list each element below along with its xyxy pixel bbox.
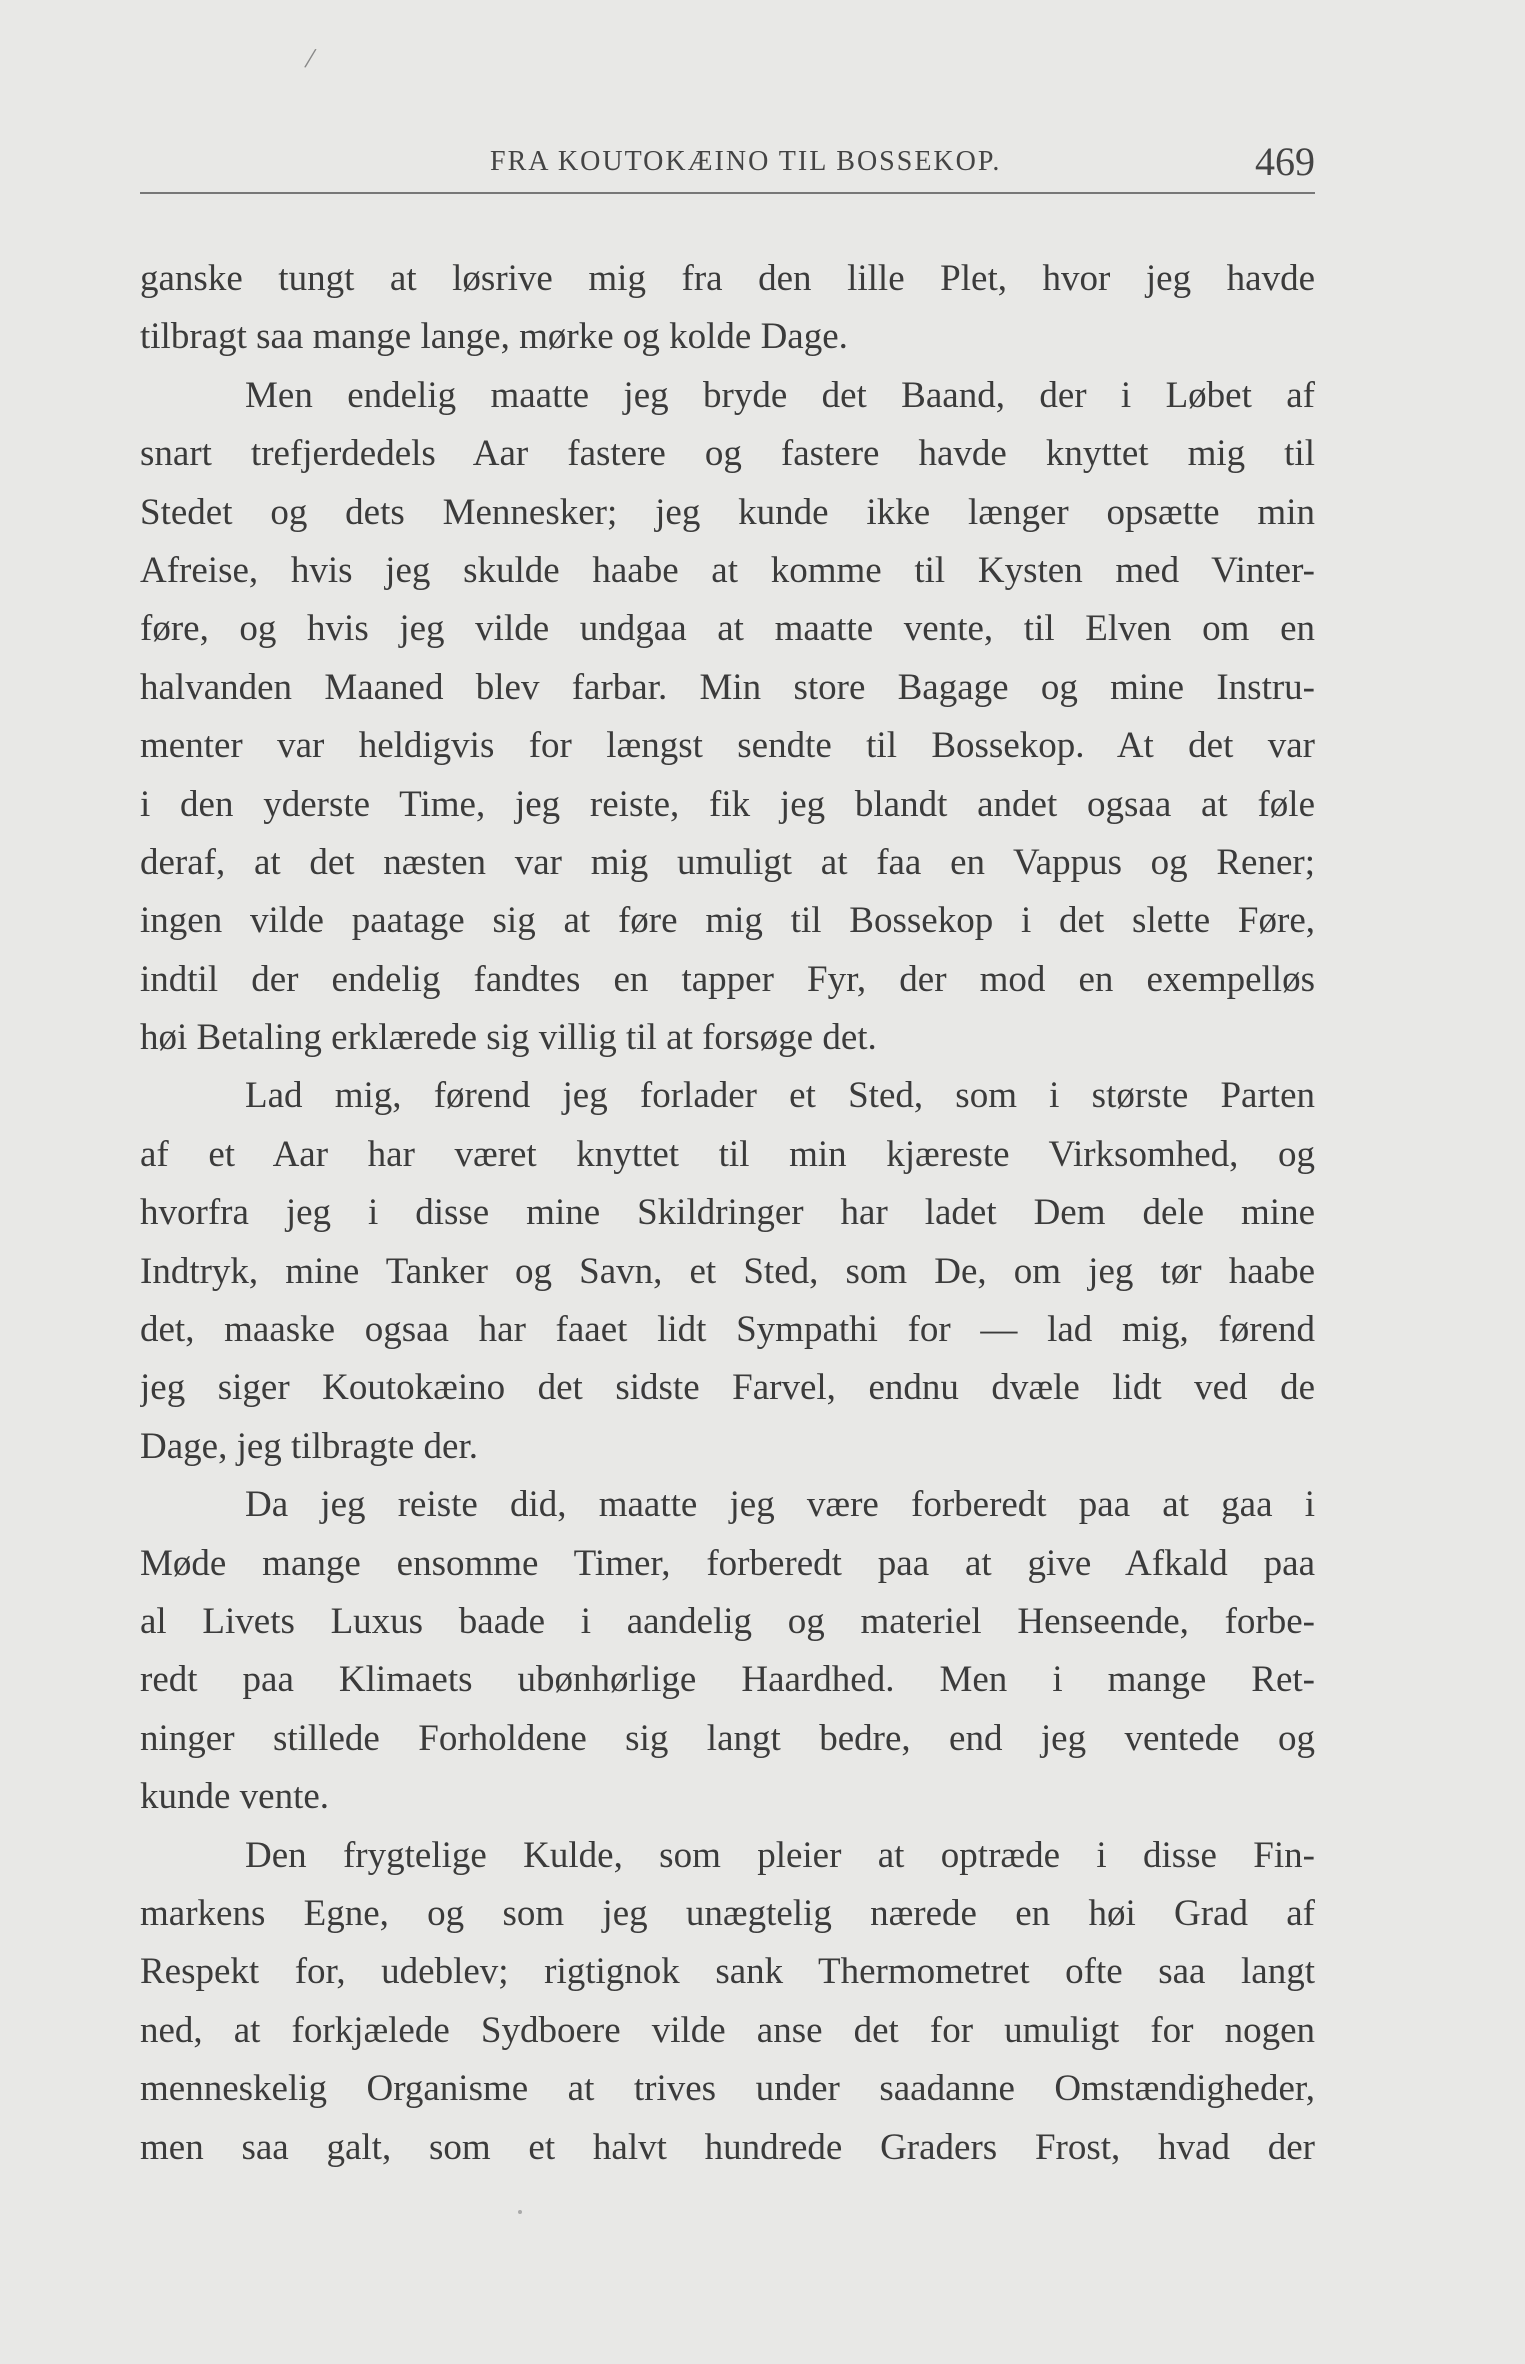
text-line: redt paa Klimaets ubønhørlige Haardhed. Men i mange Ret- [140, 1659, 1315, 1701]
page-number: 469 [1255, 139, 1315, 184]
text-line: ganske tungt at løsrive mig fra den lille Plet, hvor jeg havde [140, 258, 1315, 299]
text-line: indtil der endelig fandtes en tapper Fyr, der mod en exempelløs [140, 958, 1315, 1000]
text-line: ned, at forkjælede Sydboere vilde anse det for umuligt for nogen [140, 2009, 1315, 2051]
text-line: menter var heldigvis for længst sendte til Bossekop. At det var [140, 725, 1315, 767]
text-line: hvorfra jeg i disse mine Skildringer har ladet Dem dele mine [140, 1192, 1315, 1234]
text-line: deraf, at det næsten var mig umuligt at faa en Vappus og Rener; [140, 841, 1315, 883]
text-line: halvanden Maaned blev farbar. Min store Bagage og mine Instru- [140, 666, 1315, 708]
text-line: Indtryk, mine Tanker og Savn, et Sted, som De, om jeg tør haabe [140, 1250, 1315, 1292]
pencil-mark: / [302, 41, 318, 76]
body-text [140, 250, 1315, 2177]
text-line: Dage, jeg tilbragte der. [140, 1425, 479, 1467]
text-line: høi Betaling erklærede sig villig til at forsøge det. [140, 1017, 877, 1059]
text-line: ninger stillede Forholdene sig langt bedre, end jeg ventede og [140, 1717, 1315, 1759]
text-line: Respekt for, udeblev; rigtignok sank Thermometret ofte saa langt [140, 1951, 1315, 1993]
text-line: jeg siger Koutokæino det sidste Farvel, endnu dvæle lidt ved de [140, 1367, 1315, 1409]
text-line: snart trefjerdedels Aar fastere og fastere havde knyttet mig til [140, 433, 1315, 475]
text-line: i den yderste Time, jeg reiste, fik jeg blandt andet ogsaa at føle [140, 783, 1315, 825]
text-line: Da jeg reiste did, maatte jeg være forberedt paa at gaa i [245, 1484, 1315, 1526]
text-line: Men endelig maatte jeg bryde det Baand, der i Løbet af [245, 374, 1315, 416]
paper-speck [518, 2210, 522, 2214]
text-line: det, maaske ogsaa har faaet lidt Sympathi for — lad mig, førend [140, 1309, 1315, 1351]
running-title: FRA KOUTOKÆINO TIL BOSSEKOP. [490, 146, 1002, 177]
text-line: føre, og hvis jeg vilde undgaa at maatte vente, til Elven om en [140, 608, 1315, 650]
text-line: kunde vente. [140, 1776, 330, 1818]
text-line: menneskelig Organisme at trives under saadanne Omstændigheder, [140, 2068, 1315, 2110]
text-line: Møde mange ensomme Timer, forberedt paa at give Afkald paa [140, 1542, 1315, 1584]
text-line: markens Egne, og som jeg unægtelig nærede en høi Grad af [140, 1892, 1315, 1934]
text-line: Den frygtelige Kulde, som pleier at optræde i disse Fin- [245, 1834, 1315, 1876]
text-line: al Livets Luxus baade i aandelig og materiel Henseende, forbe- [140, 1600, 1315, 1642]
header-rule [140, 192, 1315, 194]
running-head [140, 138, 1315, 188]
text-line: tilbragt saa mange lange, mørke og kolde Dage. [140, 316, 848, 358]
text-line: af et Aar har været knyttet til min kjæreste Virksomhed, og [140, 1133, 1315, 1175]
text-line: Lad mig, førend jeg forlader et Sted, som i største Parten [245, 1075, 1315, 1117]
text-line: Afreise, hvis jeg skulde haabe at komme til Kysten med Vinter- [140, 549, 1315, 591]
text-line: men saa galt, som et halvt hundrede Graders Frost, hvad der [140, 2126, 1315, 2168]
text-line: Stedet og dets Mennesker; jeg kunde ikke længer opsætte min [140, 491, 1315, 533]
text-line: ingen vilde paatage sig at føre mig til Bossekop i det slette Føre, [140, 900, 1315, 942]
